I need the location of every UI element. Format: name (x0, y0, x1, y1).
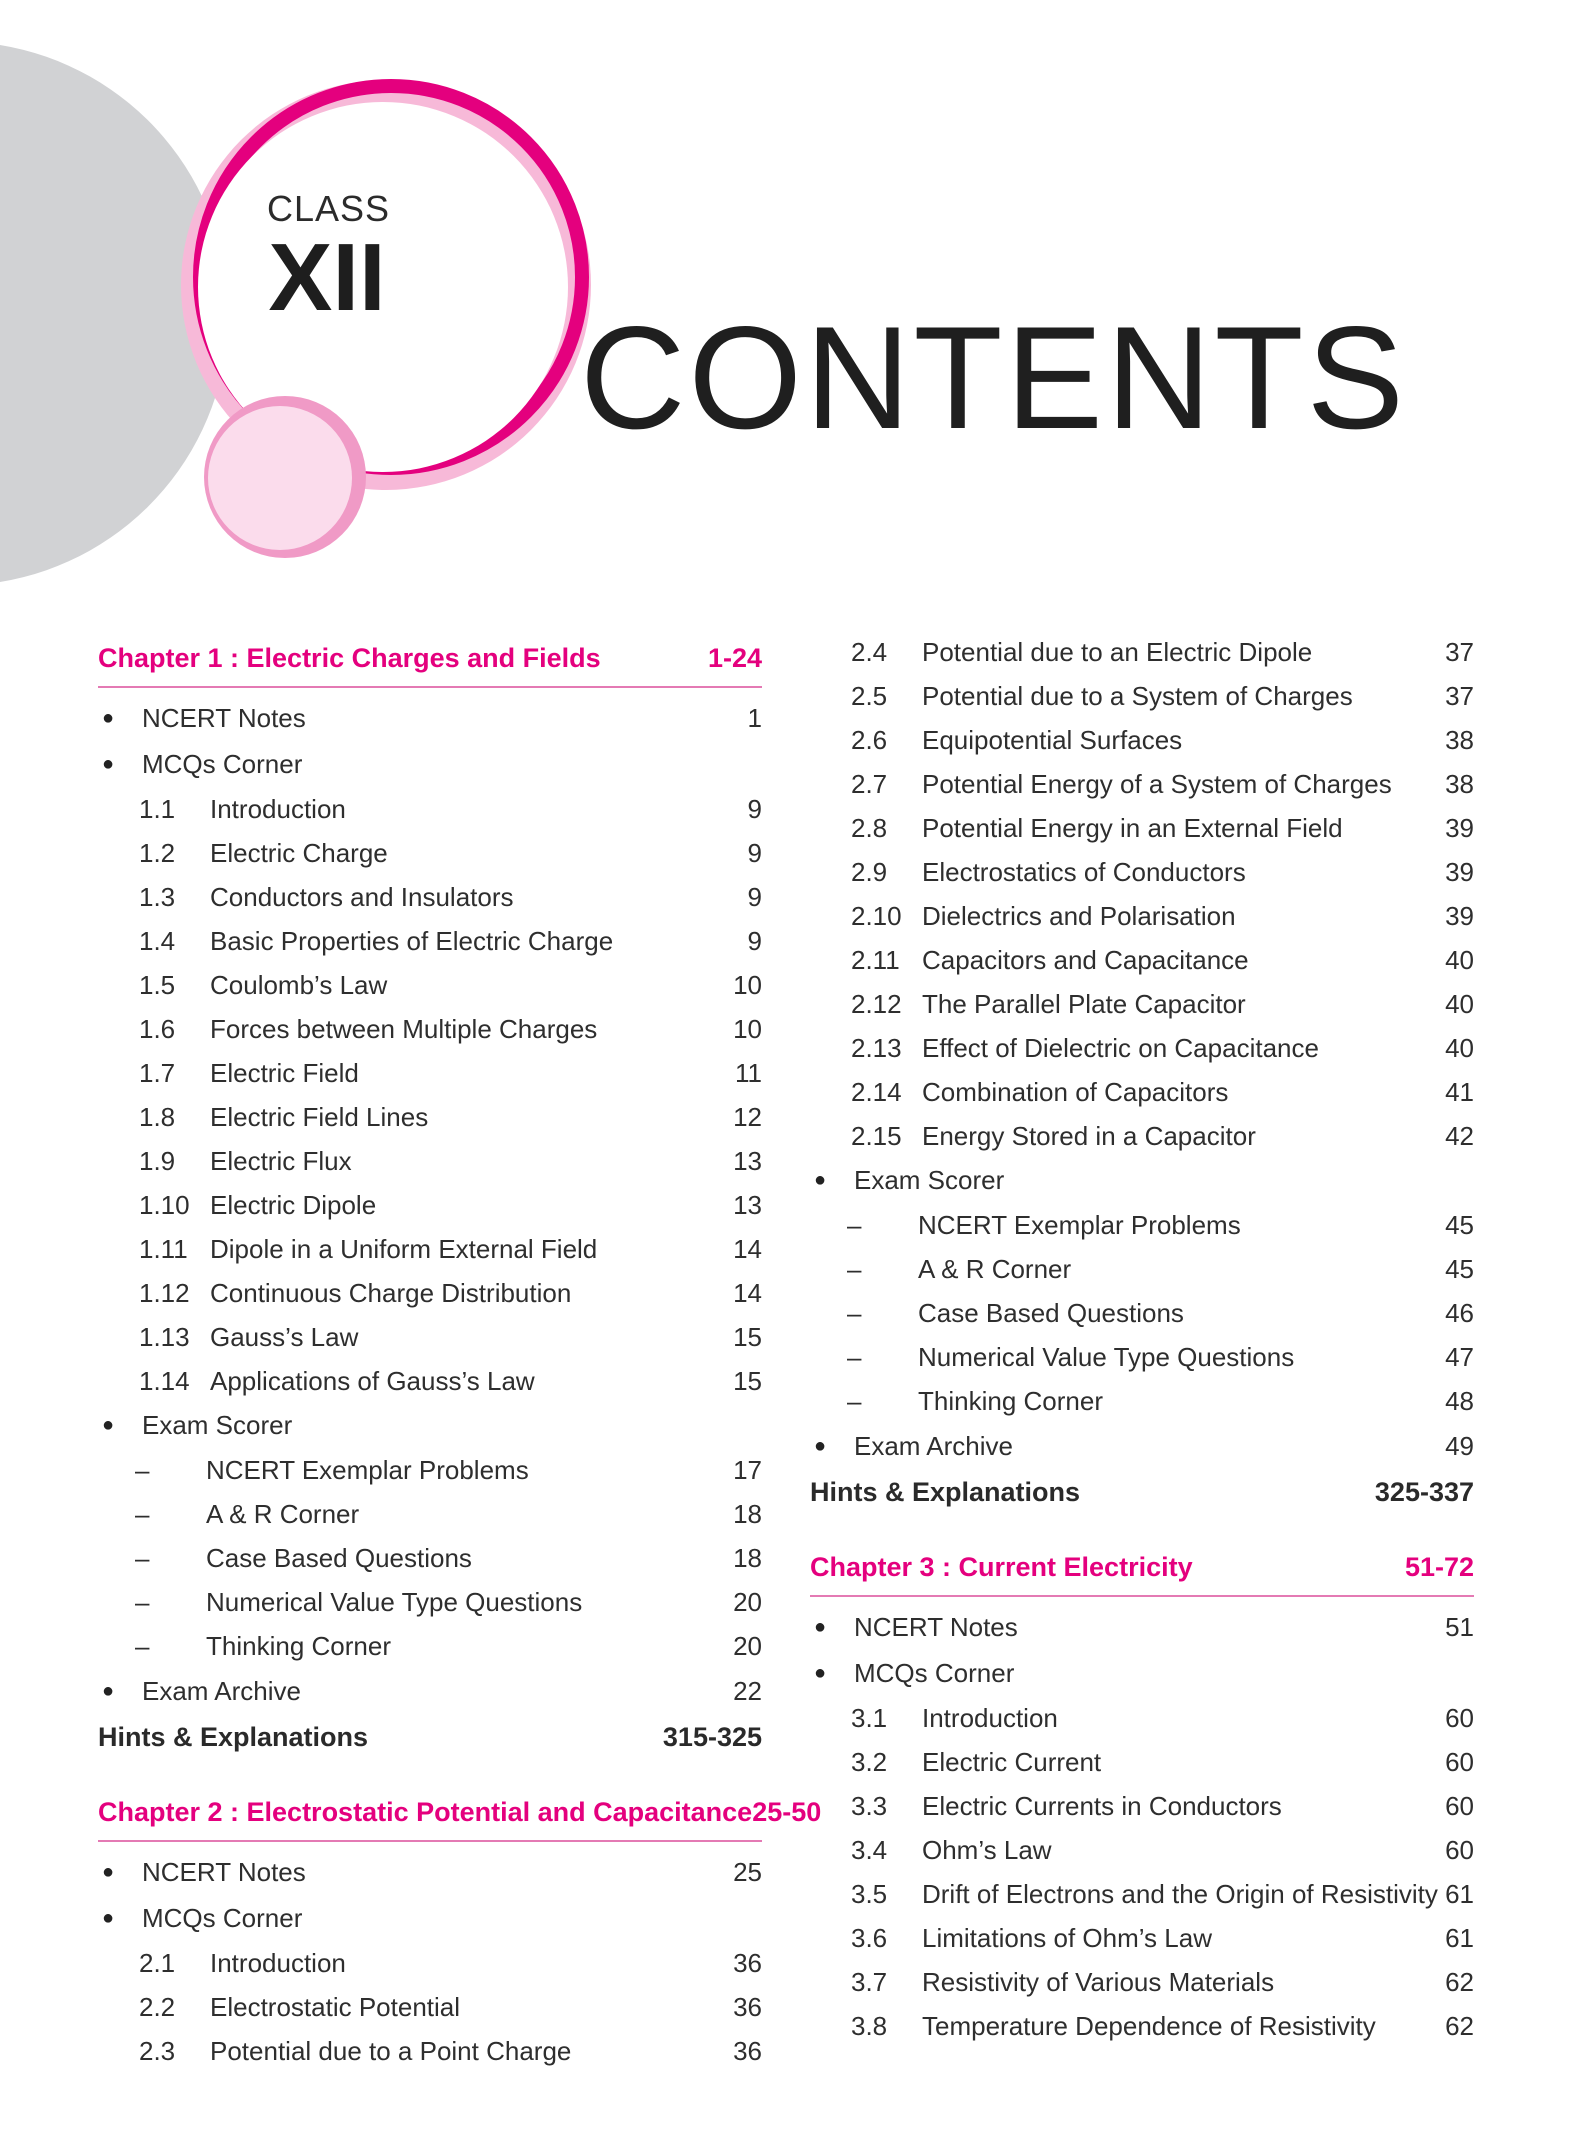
page-number: 37 (1445, 636, 1474, 667)
section-label: NCERT Notes (142, 703, 306, 734)
page-number: 9 (747, 925, 762, 956)
topic-row[interactable] (98, 919, 762, 963)
page-number: 15 (733, 1321, 762, 1352)
scorer-item-row[interactable] (810, 1336, 1474, 1380)
section-exam-archive[interactable] (810, 1424, 1474, 1470)
topic-row[interactable] (98, 1139, 762, 1183)
scorer-item-label: A & R Corner (206, 1499, 360, 1529)
section-exam-scorer[interactable] (98, 1403, 762, 1449)
page-number: 62 (1445, 2010, 1474, 2041)
topic-row[interactable] (98, 787, 762, 831)
topic-label: Electric Current (922, 1746, 1102, 1777)
hints-label: Hints & Explanations (98, 1721, 369, 1752)
dash-marker: – (847, 1386, 862, 1416)
topic-label: Effect of Dielectric on Capacitance (922, 1032, 1319, 1063)
section-ncert-notes[interactable] (98, 696, 762, 742)
topic-label: Capacitors and Capacitance (922, 944, 1249, 975)
scorer-item-label: NCERT Exemplar Problems (918, 1210, 1241, 1240)
chapter-title: Chapter 2 : Electrostatic Potential and Capacitance (98, 1796, 753, 1827)
topic-number: 3.5 (851, 1878, 888, 1909)
page-number: 47 (1445, 1342, 1474, 1372)
page-number: 20 (733, 1631, 762, 1661)
page-number: 37 (1445, 680, 1474, 711)
page-number: 17 (733, 1455, 762, 1485)
topic-label: Electric Field (210, 1057, 359, 1088)
page-number: 36 (733, 2035, 762, 2066)
topic-number: 3.4 (851, 1834, 888, 1865)
topic-label: Basic Properties of Electric Charge (210, 925, 614, 956)
topic-row[interactable] (810, 630, 1474, 674)
chapter-heading[interactable] (98, 1784, 822, 1842)
page-number: 61 (1445, 1878, 1474, 1909)
topic-label: Potential due to an Electric Dipole (922, 636, 1313, 667)
page-number: 60 (1445, 1702, 1474, 1733)
topic-label: Dipole in a Uniform External Field (210, 1233, 598, 1264)
scorer-item-row[interactable] (98, 1625, 762, 1669)
hints-explanations-row[interactable] (810, 1469, 1474, 1515)
topic-label: Resistivity of Various Materials (922, 1966, 1275, 1997)
topic-row[interactable] (810, 894, 1474, 938)
bullet-icon: ● (814, 1169, 827, 1192)
topic-number: 2.6 (851, 724, 888, 755)
dash-marker: – (135, 1631, 150, 1661)
bullet-icon: ● (814, 1434, 827, 1457)
page-number: 14 (733, 1277, 762, 1308)
scorer-item-label: Numerical Value Type Questions (918, 1342, 1295, 1372)
bullet-icon: ● (102, 1861, 115, 1884)
topic-row[interactable] (810, 1740, 1474, 1784)
page-number: 25 (733, 1857, 762, 1888)
bullet-icon: ● (102, 707, 115, 730)
scorer-item-label: Numerical Value Type Questions (206, 1587, 583, 1617)
topic-row[interactable] (98, 1941, 762, 1985)
page-number: 46 (1445, 1298, 1474, 1328)
page-number: 36 (733, 1947, 762, 1978)
topic-label: Coulomb’s Law (210, 969, 388, 1000)
page-number: 49 (1445, 1430, 1474, 1461)
topic-number: 1.6 (139, 1013, 176, 1044)
topic-row[interactable] (98, 1095, 762, 1139)
topic-label: Electric Flux (210, 1145, 352, 1176)
topic-number: 2.13 (851, 1032, 902, 1063)
dash-marker: – (847, 1210, 862, 1240)
topic-number: 2.4 (851, 636, 888, 667)
chapter-page-range: 51-72 (1404, 1551, 1474, 1582)
topic-number: 3.2 (851, 1746, 888, 1777)
topic-row[interactable] (810, 1916, 1474, 1960)
scorer-item-label: Case Based Questions (918, 1298, 1184, 1328)
topic-number: 1.7 (139, 1057, 176, 1088)
topic-number: 1.1 (139, 793, 176, 824)
page-number: 45 (1445, 1210, 1474, 1240)
topic-label: Potential Energy in an External Field (922, 812, 1343, 843)
section-label: Exam Archive (854, 1430, 1013, 1461)
section-mcqs-corner[interactable] (98, 742, 762, 788)
class-number: XII (268, 224, 386, 331)
section-label: Exam Scorer (142, 1410, 293, 1441)
section-label: NCERT Notes (142, 1857, 306, 1888)
page-number: 60 (1445, 1790, 1474, 1821)
topic-number: 3.8 (851, 2010, 888, 2041)
bullet-icon: ● (102, 1906, 115, 1929)
dash-marker: – (847, 1298, 862, 1328)
page-number: 20 (733, 1587, 762, 1617)
topic-row[interactable] (810, 938, 1474, 982)
topic-row[interactable] (98, 1183, 762, 1227)
page-number: 13 (733, 1145, 762, 1176)
page-number: 62 (1445, 1966, 1474, 1997)
topic-row[interactable] (810, 2004, 1474, 2048)
topic-label: Energy Stored in a Capacitor (922, 1120, 1256, 1151)
topic-number: 1.13 (139, 1321, 190, 1352)
scorer-item-label: Case Based Questions (206, 1543, 472, 1573)
topic-number: 1.5 (139, 969, 176, 1000)
section-exam-archive[interactable] (98, 1669, 762, 1715)
chapter-title: Chapter 1 : Electric Charges and Fields (98, 642, 601, 673)
topic-label: Electrostatic Potential (210, 1991, 461, 2022)
page-number: 51 (1445, 1612, 1474, 1643)
page-number: 39 (1445, 812, 1474, 843)
topic-row[interactable] (810, 806, 1474, 850)
section-mcqs-corner[interactable] (810, 1651, 1474, 1697)
topic-number: 1.3 (139, 881, 176, 912)
page-number: 12 (733, 1101, 762, 1132)
page-number: 48 (1445, 1386, 1474, 1416)
topic-label: Forces between Multiple Charges (210, 1013, 598, 1044)
section-label: Exam Archive (142, 1675, 301, 1706)
topic-number: 1.10 (139, 1189, 190, 1220)
topic-label: Potential due to a Point Charge (210, 2035, 572, 2066)
topic-row[interactable] (810, 1960, 1474, 2004)
topic-row[interactable] (98, 1271, 762, 1315)
scorer-item-row[interactable] (810, 1204, 1474, 1248)
section-ncert-notes[interactable] (810, 1605, 1474, 1651)
topic-label: Electrostatics of Conductors (922, 856, 1246, 887)
topic-label: Ohm’s Law (922, 1834, 1052, 1865)
scorer-item-row[interactable] (98, 1449, 762, 1493)
chapter-page-range: 25-50 (752, 1796, 822, 1827)
topic-row[interactable] (810, 1114, 1474, 1158)
section-mcqs-corner[interactable] (98, 1896, 762, 1942)
page-number: 45 (1445, 1254, 1474, 1284)
scorer-item-label: NCERT Exemplar Problems (206, 1455, 529, 1485)
section-label: MCQs Corner (854, 1657, 1015, 1688)
scorer-item-row[interactable] (810, 1248, 1474, 1292)
topic-row[interactable] (98, 2029, 762, 2073)
dash-marker: – (135, 1543, 150, 1573)
page-number: 36 (733, 1991, 762, 2022)
hints-label: Hints & Explanations (810, 1476, 1081, 1507)
scorer-item-row[interactable] (810, 1380, 1474, 1424)
topic-number: 2.14 (851, 1076, 902, 1107)
topic-label: Continuous Charge Distribution (210, 1277, 572, 1308)
topic-label: Electric Currents in Conductors (922, 1790, 1282, 1821)
topic-number: 2.15 (851, 1120, 902, 1151)
topic-number: 2.5 (851, 680, 888, 711)
page-number: 9 (747, 881, 762, 912)
topic-number: 1.11 (139, 1233, 188, 1264)
contents-column-right (810, 630, 1474, 2048)
page-number: 41 (1445, 1076, 1474, 1107)
page-number: 22 (733, 1675, 762, 1706)
page-number: 60 (1445, 1834, 1474, 1865)
bullet-icon: ● (102, 752, 115, 775)
topic-row[interactable] (98, 1007, 762, 1051)
topic-row[interactable] (810, 674, 1474, 718)
scorer-item-row[interactable] (810, 1292, 1474, 1336)
topic-label: Potential Energy of a System of Charges (922, 768, 1392, 799)
topic-list (810, 1696, 1474, 2048)
topic-number: 2.8 (851, 812, 888, 843)
topic-label: Introduction (210, 1947, 346, 1978)
page-number: 39 (1445, 856, 1474, 887)
topic-number: 2.3 (139, 2035, 176, 2066)
page-number: 11 (735, 1057, 762, 1088)
exam-scorer-list (810, 1204, 1474, 1424)
page-number: 60 (1445, 1746, 1474, 1777)
topic-row[interactable] (810, 1696, 1474, 1740)
page-number: 13 (733, 1189, 762, 1220)
topic-row[interactable] (810, 1026, 1474, 1070)
page-number: 9 (747, 793, 762, 824)
topic-label: Potential due to a System of Charges (922, 680, 1353, 711)
topic-row[interactable] (810, 850, 1474, 894)
topic-row[interactable] (810, 1784, 1474, 1828)
topic-number: 2.1 (139, 1947, 176, 1978)
section-ncert-notes[interactable] (98, 1850, 762, 1896)
topic-number: 1.4 (139, 925, 176, 956)
page-number: 14 (733, 1233, 762, 1264)
dash-marker: – (135, 1587, 150, 1617)
topic-row[interactable] (98, 963, 762, 1007)
page-number: 38 (1445, 724, 1474, 755)
topic-row[interactable] (98, 1985, 762, 2029)
page-number: 40 (1445, 944, 1474, 975)
topic-row[interactable] (98, 1315, 762, 1359)
section-exam-scorer[interactable] (810, 1158, 1474, 1204)
topic-label: Equipotential Surfaces (922, 724, 1183, 755)
page-number: 38 (1445, 768, 1474, 799)
chapter-title: Chapter 3 : Current Electricity (810, 1551, 1193, 1582)
topic-label: Applications of Gauss’s Law (210, 1365, 535, 1396)
topic-number: 1.2 (139, 837, 176, 868)
topic-row[interactable] (810, 762, 1474, 806)
topic-label: Drift of Electrons and the Origin of Resistivity (922, 1878, 1438, 1909)
section-label: MCQs Corner (142, 1902, 303, 1933)
topic-row[interactable] (98, 875, 762, 919)
topic-label: Combination of Capacitors (922, 1076, 1229, 1107)
scorer-item-label: Thinking Corner (206, 1631, 391, 1661)
bullet-icon: ● (102, 1414, 115, 1437)
hints-page-range: 325-337 (1374, 1476, 1474, 1507)
topic-row[interactable] (98, 1051, 762, 1095)
scorer-item-row[interactable] (98, 1581, 762, 1625)
scorer-item-label: Thinking Corner (918, 1386, 1103, 1416)
dash-marker: – (135, 1455, 150, 1485)
topic-number: 2.12 (851, 988, 902, 1019)
small-pink-circle-inner (208, 406, 352, 550)
section-label: Exam Scorer (854, 1165, 1005, 1196)
topic-label: Temperature Dependence of Resistivity (922, 2010, 1376, 2041)
class-label: CLASS (267, 188, 391, 229)
page-number: 9 (747, 837, 762, 868)
topic-list (98, 1941, 762, 2073)
topic-row[interactable] (810, 1828, 1474, 1872)
dash-marker: – (847, 1254, 862, 1284)
page-number: 42 (1445, 1120, 1474, 1151)
section-label: MCQs Corner (142, 748, 303, 779)
page-number: 40 (1445, 988, 1474, 1019)
scorer-item-row[interactable] (98, 1493, 762, 1537)
page-number: 18 (733, 1543, 762, 1573)
hints-explanations-row[interactable] (98, 1714, 762, 1760)
topic-number: 1.8 (139, 1101, 176, 1132)
scorer-item-label: A & R Corner (918, 1254, 1072, 1284)
topic-label: Electric Charge (210, 837, 388, 868)
topic-number: 3.6 (851, 1922, 888, 1953)
topic-list (810, 630, 1474, 1158)
exam-scorer-list (98, 1449, 762, 1669)
topic-number: 3.1 (851, 1702, 888, 1733)
section-label: NCERT Notes (854, 1612, 1018, 1643)
scorer-item-row[interactable] (98, 1537, 762, 1581)
topic-row[interactable] (98, 1359, 762, 1403)
topic-number: 2.7 (851, 768, 888, 799)
topic-number: 3.3 (851, 1790, 888, 1821)
hints-page-range: 315-325 (662, 1721, 762, 1752)
topic-number: 3.7 (851, 1966, 888, 1997)
topic-number: 2.11 (851, 944, 900, 975)
page-number: 1 (747, 703, 762, 734)
page-number: 39 (1445, 900, 1474, 931)
topic-label: Introduction (922, 1702, 1058, 1733)
bullet-icon: ● (102, 1679, 115, 1702)
topic-label: Introduction (210, 793, 346, 824)
topic-number: 1.12 (139, 1277, 190, 1308)
topic-row[interactable] (98, 1227, 762, 1271)
topic-number: 2.10 (851, 900, 902, 931)
topic-label: Electric Field Lines (210, 1101, 429, 1132)
topic-label: Dielectrics and Polarisation (922, 900, 1236, 931)
page-number: 10 (733, 969, 762, 1000)
topic-label: Limitations of Ohm’s Law (922, 1922, 1212, 1953)
contents-column-left (98, 630, 822, 2073)
page-number: 18 (733, 1499, 762, 1529)
topic-number: 1.9 (139, 1145, 176, 1176)
bullet-icon: ● (814, 1661, 827, 1684)
topic-row[interactable] (98, 831, 762, 875)
page-number: 40 (1445, 1032, 1474, 1063)
page-number: 10 (733, 1013, 762, 1044)
bullet-icon: ● (814, 1616, 827, 1639)
topic-number: 1.14 (139, 1365, 190, 1396)
topic-row[interactable] (810, 718, 1474, 762)
topic-label: Electric Dipole (210, 1189, 377, 1220)
topic-number: 2.9 (851, 856, 888, 887)
dash-marker: – (135, 1499, 150, 1529)
topic-label: Gauss’s Law (210, 1321, 359, 1352)
topic-row[interactable] (810, 1872, 1474, 1916)
page-number: 61 (1445, 1922, 1474, 1953)
chapter-heading[interactable] (98, 630, 762, 688)
chapter-page-range: 1-24 (707, 642, 762, 673)
chapter-heading[interactable] (810, 1539, 1474, 1597)
topic-number: 2.2 (139, 1991, 176, 2022)
topic-label: The Parallel Plate Capacitor (922, 988, 1246, 1019)
topic-row[interactable] (810, 1070, 1474, 1114)
page-number: 15 (733, 1365, 762, 1396)
topic-row[interactable] (810, 982, 1474, 1026)
topic-list (98, 787, 762, 1403)
dash-marker: – (847, 1342, 862, 1372)
page-title: CONTENTS (580, 296, 1407, 459)
topic-label: Conductors and Insulators (210, 881, 514, 912)
